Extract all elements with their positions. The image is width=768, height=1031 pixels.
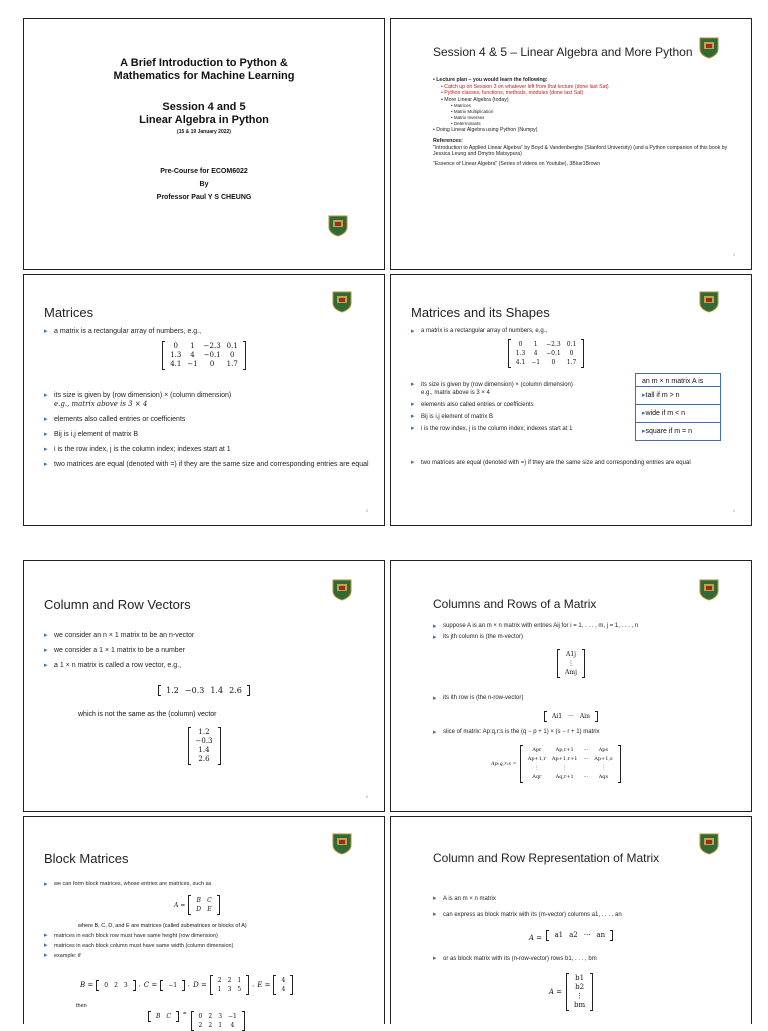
matrix-entry: 4 <box>281 977 286 984</box>
matrix-entry: −0.1 <box>546 350 561 357</box>
column-vector <box>391 649 751 683</box>
matrix-entry: E <box>207 906 212 913</box>
slide-heading: Matrices and its Shapes <box>411 305 550 320</box>
matrix-row <box>196 1012 240 1021</box>
matrix-entry: 1.3 <box>515 350 526 357</box>
matrix-entry: 4 <box>190 351 195 359</box>
matrix-row <box>165 981 180 990</box>
page-number: 2 <box>732 252 735 257</box>
matrix-row <box>525 746 616 755</box>
matrix-entry: ··· <box>583 756 589 762</box>
matrix-entry: ⋮ <box>600 765 606 771</box>
matrix-row <box>549 712 593 721</box>
slide-heading: Session 4 & 5 – Linear Algebra and More Python <box>433 45 693 59</box>
matrix-entry: −1 <box>168 981 178 989</box>
matrix-entry: 2 <box>217 977 222 984</box>
matrix-entry: B <box>196 897 201 904</box>
matrix-entry: Apr <box>532 747 542 753</box>
matrix-entry: C <box>207 897 212 904</box>
university-crest-icon <box>332 833 352 855</box>
matrix-row <box>101 981 130 990</box>
matrix-entry: ⋮ <box>534 765 540 771</box>
university-crest-icon <box>332 579 352 601</box>
matrix-entry: C <box>166 1013 172 1020</box>
matrix-entry: A1j <box>565 651 576 658</box>
slide-heading: Block Matrices <box>44 851 129 866</box>
page-number: 5 <box>365 794 368 799</box>
matrix-entry: 3 <box>123 981 128 989</box>
matrix-row <box>571 992 588 1001</box>
matrix-entry: 2.6 <box>198 755 210 763</box>
matrix-entry: 0 <box>569 350 574 357</box>
matrix-entry: 0 <box>104 981 109 989</box>
matrix-entry: 1.2 <box>166 686 179 695</box>
university-crest-icon <box>699 291 719 313</box>
slice-matrix: Ap:q,r:s = Apr Ap,r+1 ··· Aps Ap+1,r Ap+1,r+1 ··· Ap+1,s ⋮ ⋮ ⋮ Aqr Aq,r+1 ··· Aqs <box>491 745 621 783</box>
matrix-entry: 2 <box>208 1013 213 1020</box>
matrix-entry: 0 <box>229 351 235 359</box>
lecture-plan: • Lecture plan – you would learn the following: • Catch up on Session 3 on whatever left from that lecture (done last Sat) • Python classes, functions, methods, modules (done last Sat) • More Linear Algebra (today) • Matrices • Matrix Multiplication • Matrix Inverses • Determinants • Doing Linear Algebra using Python (Numpy) References: "Introduction to Applied Linear Algebra" by Boyd & Vandenberghe (Stanford University) (and a Python companion of this book by Jessica Leung and Dmytro Matsypura) "Essence of Linear Algebra" (Series of videos on Youtube), 3Blue1Brown <box>433 77 728 167</box>
slide-session-plan[interactable] <box>390 18 752 270</box>
matrix-entry: 2 <box>227 977 232 984</box>
matrix-row <box>215 976 244 985</box>
matrix-row <box>525 773 616 782</box>
matrix-row <box>167 351 241 360</box>
matrix-row <box>562 650 580 659</box>
matrix-entry: 0 <box>198 1013 203 1020</box>
matrix-row <box>193 905 214 914</box>
matrix-row <box>551 931 608 940</box>
matrix-entry: ⋮ <box>567 660 574 667</box>
matrix-row <box>196 1021 240 1030</box>
slide-heading: Column and Row Representation of Matrix <box>433 851 660 865</box>
slide-columns-rows[interactable] <box>390 560 752 812</box>
slide-column-row-representation[interactable] <box>390 816 752 1024</box>
block-note: where B, C, D, and E are matrices (called submatrices or blocks of A) <box>78 923 247 929</box>
matrix-entry: 4 <box>533 350 538 357</box>
then-label: then <box>76 1003 87 1009</box>
university-crest-icon <box>328 215 348 237</box>
matrix-entry: 1.7 <box>226 360 238 368</box>
slide-heading: Columns and Rows of a Matrix <box>433 597 597 611</box>
matrix-entry: ··· <box>568 713 574 720</box>
matrix-entry: 2.6 <box>229 686 242 695</box>
matrix-entry: 2 <box>208 1022 213 1029</box>
matrix-row <box>193 755 216 764</box>
matrix-row <box>525 755 616 764</box>
matrix-row <box>193 746 216 755</box>
matrix-entry: 4 <box>281 986 286 993</box>
matrix-entry: Amj <box>565 669 577 676</box>
matrix-entry: 1 <box>190 342 195 350</box>
slide-matrices[interactable] <box>23 274 385 526</box>
matrix-entry: 0 <box>173 342 178 350</box>
slide-block-matrices[interactable] <box>23 816 385 1029</box>
matrix-entry: 4.1 <box>515 359 526 366</box>
matrix-entry: 1.2 <box>198 728 210 736</box>
matrix-entry <box>580 764 591 773</box>
bullet-list-3: ▸ slice of matrix: Ap:q,r:s is the (q − p + 1) × (s − r + 1) matrix <box>433 729 739 742</box>
matrix-entry: 0.1 <box>226 342 238 350</box>
session-dates: (15 & 19 January 2022) <box>177 129 231 135</box>
column-vector <box>24 727 384 770</box>
matrix-entry: 1 <box>237 977 242 984</box>
matrix-row <box>562 659 580 668</box>
matrix-entry: 2 <box>198 1022 203 1029</box>
vector-note: which is not the same as the (column) vector <box>78 711 217 718</box>
matrix-entry: 3 <box>227 986 232 993</box>
matrix-entry: 1.4 <box>210 686 224 695</box>
matrix-entry: b1 <box>575 974 585 982</box>
matrix-entry: −0.3 <box>195 737 213 745</box>
matrix-entry: Ap+1,r+1 <box>551 756 578 762</box>
author-block: Pre-Course for ECOM6022 By Professor Paul Y S CHEUNG <box>156 168 252 201</box>
matrix-row <box>513 349 580 358</box>
matrix-row <box>278 985 288 994</box>
bullet-list: ▸ we can form block matrices, whose entries are matrices, such as <box>44 881 372 894</box>
matrix-entry: a1 <box>554 931 564 940</box>
matrix-entry: Aqr <box>532 774 542 780</box>
matrix-entry: D <box>196 906 202 913</box>
university-crest-icon <box>699 579 719 601</box>
university-crest-icon <box>699 37 719 59</box>
matrix-entry: −0.1 <box>203 351 221 359</box>
matrix-row <box>163 686 245 695</box>
matrix-entry: −2.3 <box>546 341 561 348</box>
matrix-entry: −2.3 <box>203 342 221 350</box>
matrix-row <box>193 737 216 746</box>
matrix-row <box>167 360 241 369</box>
matrix-entry: 4 <box>230 1022 235 1029</box>
example-result: B C = 0 2 3 −1 2 2 1 4 <box>148 1011 245 1031</box>
matrix-entry: Ap,r+1 <box>555 747 574 753</box>
matrix-row <box>571 983 588 992</box>
session-title: Session 4 and 5 Linear Algebra in Python <box>139 101 269 126</box>
bullet-list: ▸ suppose A is an m × n matrix with entries Aij for i = 1, . . . , m, j = 1, . . . , n ▸ its jth column is (the m-vector) <box>433 623 739 645</box>
bullet-list-2: ▸ its ith row is (the n-row-vector) <box>433 695 739 708</box>
column-representation: A = a1 a2 ··· an <box>391 927 751 945</box>
matrix-entry: −1 <box>228 1013 237 1020</box>
bullet-list-2: ▸ or as block matrix with its (n-row-vector) rows b1, . . . , bm <box>433 955 739 969</box>
bullet-list-2: ▸ its size is given by (row dimension) × (column dimension) e.g., matrix above is 3 × 4 ▸ elements also called entries or coefficients ▸ Bij is i,j element of matrix B ▸ i is the row index, j is the column index; indexes start at 1 ▸ two matrices are equal (denoted with =) if they are the same size and corresponding entries are equal <box>44 391 372 475</box>
matrix-shape-box: an m × n matrix A is ▸ tall if m > n ▸ wide if m < n ▸ square if m = n <box>635 373 721 441</box>
matrix-entry: −1 <box>187 360 198 368</box>
row-representation: A = b1 b2 ⋮ bm <box>391 973 751 1011</box>
bullet-list-2: ▸ matrices in each block row must have same height (row dimension) ▸ matrices in each block column must have same width (column dimension) ▸ example: if <box>44 933 372 963</box>
matrix-entry: 0 <box>551 359 556 366</box>
matrix-entry: 1 <box>217 986 222 993</box>
matrix-entry: 1.3 <box>170 351 182 359</box>
slide-heading: Matrices <box>44 305 94 320</box>
matrix-row <box>153 1012 174 1021</box>
matrix-entry: ··· <box>583 747 589 753</box>
matrix-entry: −1 <box>531 359 541 366</box>
matrix-entry: ··· <box>583 774 589 780</box>
course-title: A Brief Introduction to Python & Mathematics for Machine Learning <box>113 57 295 82</box>
matrix-entry: 3 <box>218 1013 223 1020</box>
bullet-list: ▸ a matrix is a rectangular array of numbers, e.g., <box>44 327 372 342</box>
example-blocks: B = 0 2 3 , C = −1 , D = 2 2 1 1 3 5 , E = 4 4 <box>80 975 296 995</box>
matrix-entry: 2 <box>114 981 118 989</box>
matrix-entry: −0.3 <box>184 686 205 695</box>
matrix-row <box>513 340 580 349</box>
matrix-entry: Ap+1,r <box>527 756 546 762</box>
bullet-list-3: ▸ two matrices are equal (denoted with =) if they are the same size and corresponding entries are equal <box>411 459 739 473</box>
matrix-entry: 4.1 <box>170 360 182 368</box>
university-crest-icon <box>699 833 719 855</box>
matrix-entry: ··· <box>583 931 591 940</box>
bullet-list: ▸ A is an m × n matrix ▸ can express as block matrix with its (m-vector) columns a1, . . . , an <box>433 895 739 925</box>
slide-title[interactable] <box>23 18 385 270</box>
matrix-entry: Ain <box>579 713 590 720</box>
matrix-row <box>513 358 580 367</box>
example-matrix <box>24 341 384 375</box>
matrix-entry: 0 <box>209 360 215 368</box>
matrix-entry: 0 <box>518 341 523 348</box>
matrix-entry: an <box>596 931 606 940</box>
bullet-list-2: ▸ its size is given by (row dimension) × (column dimension) e.g., matrix above is 3 × 4 ▸ elements also called entries or coefficients ▸ Bij is i,j element of matrix B ▸ i is the row index, j is the column index; indexes start at 1 <box>411 381 621 437</box>
matrix-entry: 0.1 <box>566 341 577 348</box>
bullet-list: ▸ we consider an n × 1 matrix to be an n-vector ▸ we consider a 1 × 1 matrix to be a number ▸ a 1 × n matrix is called a row vector, e.g., <box>44 631 372 676</box>
matrix-entry: Aq,r+1 <box>555 774 574 780</box>
matrix-row <box>571 1001 588 1010</box>
matrix-entry: 1 <box>218 1022 223 1029</box>
matrix-row <box>193 896 214 905</box>
page-number: 3 <box>365 508 368 513</box>
matrix-row <box>562 668 580 677</box>
row-vector <box>391 709 751 727</box>
matrix-entry: b2 <box>575 983 585 991</box>
matrix-entry: B <box>156 1013 161 1020</box>
page-number: 4 <box>732 508 735 513</box>
matrix-entry: 1 <box>533 341 538 348</box>
matrix-row <box>571 974 588 983</box>
matrix-entry: Aqs <box>598 774 609 780</box>
matrix-row <box>215 985 244 994</box>
matrix-entry: Ai1 <box>552 713 563 720</box>
matrix-entry: bm <box>574 1001 586 1009</box>
matrix-entry: 1.4 <box>198 746 210 754</box>
matrix-entry: 5 <box>237 986 242 993</box>
matrix-row <box>525 764 616 773</box>
matrix-row <box>278 976 288 985</box>
matrix-entry: a2 <box>569 931 578 940</box>
matrix-entry: Ap+1,s <box>594 756 613 762</box>
bullet-list: ▸ a matrix is a rectangular array of numbers, e.g., <box>411 327 739 342</box>
matrix-row <box>193 728 216 737</box>
university-crest-icon <box>332 291 352 313</box>
row-vector <box>24 683 384 701</box>
matrix-entry: ⋮ <box>562 765 568 771</box>
example-matrix <box>341 339 751 373</box>
matrix-entry: Aps <box>598 747 609 753</box>
block-matrix: A = B C D E <box>174 895 220 915</box>
slide-matrix-shapes[interactable] <box>390 274 752 526</box>
matrix-entry: ⋮ <box>576 992 584 1000</box>
matrix-row <box>167 342 241 351</box>
slide-heading: Column and Row Vectors <box>44 597 191 612</box>
matrix-entry: 1.7 <box>566 359 577 366</box>
slide-column-row-vectors[interactable] <box>23 560 385 812</box>
